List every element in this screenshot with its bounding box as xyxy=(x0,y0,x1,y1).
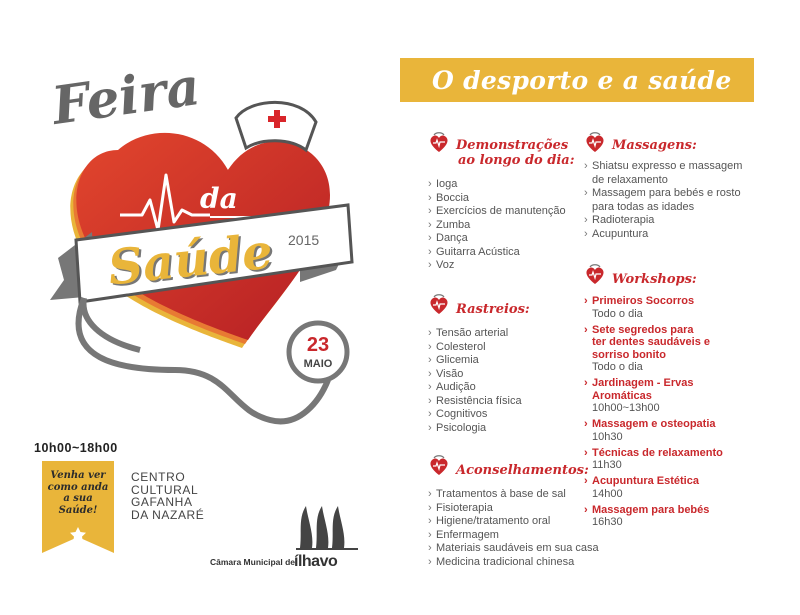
list-item: › Psicologia xyxy=(428,422,598,436)
list-item: › Acupuntura xyxy=(584,228,754,242)
title-da: da xyxy=(200,182,238,215)
workshop-time: 10h00~13h00 xyxy=(592,402,660,414)
list-item: › Colesterol xyxy=(428,341,598,355)
venue-line: CENTRO xyxy=(131,470,186,484)
list-item: › Higiene/tratamento oral xyxy=(428,515,618,529)
massagens-section xyxy=(584,132,754,241)
event-hours: 10h00~18h00 xyxy=(34,441,118,455)
workshop-time: 10h30 xyxy=(592,430,623,443)
workshop-title: › Sete segredos para ter dentes saudáveis e sorriso bonito xyxy=(584,324,710,362)
section-title: Aconselhamentos: xyxy=(456,463,589,478)
list-item: › Visão xyxy=(428,368,598,382)
list-item: › Boccia xyxy=(428,192,598,206)
workshop-time: 16h30 xyxy=(592,516,623,528)
list-item: › Exercícios de manutenção xyxy=(428,205,598,219)
list-item: › Shiatsu expresso e massagem de relaxamento xyxy=(584,160,754,187)
venue xyxy=(131,471,204,521)
list-item: › Enfermagem xyxy=(428,529,618,543)
section-title: ao longo do dia: xyxy=(458,153,575,168)
workshop-title: › Jardinagem - Ervas Aromáticas xyxy=(584,377,756,402)
workshop-item xyxy=(584,504,756,530)
workshop-title: › Massagem e osteopatia xyxy=(584,418,756,431)
heart-icon xyxy=(428,455,450,477)
list-item: › Guitarra Acústica xyxy=(428,246,598,260)
ilhavo-label: ílhavo xyxy=(294,553,338,570)
ilhavo-logo-icon xyxy=(296,504,358,550)
section-title: Workshops: xyxy=(612,272,697,287)
flag-line: como anda xyxy=(47,481,109,493)
venue-line: CULTURAL xyxy=(131,482,199,497)
list-item: › Voz xyxy=(428,259,598,273)
list-item: › Glicemia xyxy=(428,354,598,368)
demonstracoes-section xyxy=(428,132,598,273)
workshop-title: › Técnicas de relaxamento xyxy=(584,447,756,460)
workshop-item xyxy=(584,377,756,415)
section-title: Massagens: xyxy=(612,138,697,153)
flag-text xyxy=(44,470,112,516)
year: 2015 xyxy=(288,232,320,248)
heart-icon xyxy=(428,132,450,154)
date-month: MAIO xyxy=(303,358,333,370)
poster-panel xyxy=(0,0,390,610)
list-item: › Materiais saudáveis em sua casa xyxy=(428,542,618,556)
title-saude: Saúde xyxy=(105,223,276,297)
date-day: 23 xyxy=(306,334,330,356)
workshop-time: 11h30 xyxy=(592,459,622,471)
heart-icon xyxy=(584,264,606,286)
list-item: › Medicina tradicional chinesa xyxy=(428,556,618,570)
list-item: › Audição xyxy=(428,381,598,395)
list-item: › Massagem para bebés e rosto para todas as idades xyxy=(584,187,754,214)
list-item: › Resistência física xyxy=(428,395,598,409)
flag-line: a sua xyxy=(63,493,93,504)
camara-label: Câmara Municipal de xyxy=(210,557,296,567)
workshop-title: › Acupuntura Estética xyxy=(584,475,756,488)
workshop-title: › Massagem para bebés xyxy=(584,504,756,517)
workshop-item xyxy=(584,418,756,444)
workshop-item xyxy=(584,447,756,473)
banner-title: O desporto e a saúde xyxy=(432,65,732,95)
venue-line: GAFANHA xyxy=(131,495,193,509)
list-item: › Dança xyxy=(428,232,598,246)
workshop-time: Todo o dia xyxy=(592,307,643,320)
title-feira: Feira xyxy=(48,55,204,138)
list-item: › Cognitivos xyxy=(428,408,598,422)
list-item: › Tratamentos à base de sal xyxy=(428,488,618,502)
workshop-title: › Primeiros Socorros xyxy=(584,295,756,308)
heart-icon xyxy=(584,132,606,154)
section-title: Demonstrações xyxy=(456,138,569,153)
flag-line: Venha ver xyxy=(50,470,106,481)
list-item: › Fisioterapia xyxy=(428,502,618,516)
workshop-item xyxy=(584,324,756,375)
workshop-item xyxy=(584,295,756,321)
list-item: › Radioterapia xyxy=(584,214,754,228)
list-item: › Zumba xyxy=(428,219,598,233)
venue-line: DA NAZARÉ xyxy=(131,507,205,522)
workshop-item xyxy=(584,475,756,501)
workshop-time: Todo o dia xyxy=(592,361,643,373)
workshop-time: 14h00 xyxy=(592,487,623,500)
list-item: › Tensão arterial xyxy=(428,327,598,341)
list-item: › Ioga xyxy=(428,178,598,192)
flag-line: Saúde! xyxy=(58,504,98,516)
workshops-section xyxy=(584,264,756,529)
section-banner xyxy=(400,58,754,102)
section-title: Rastreios: xyxy=(456,302,530,317)
heart-icon xyxy=(428,294,450,316)
rastreios-section xyxy=(428,294,598,435)
